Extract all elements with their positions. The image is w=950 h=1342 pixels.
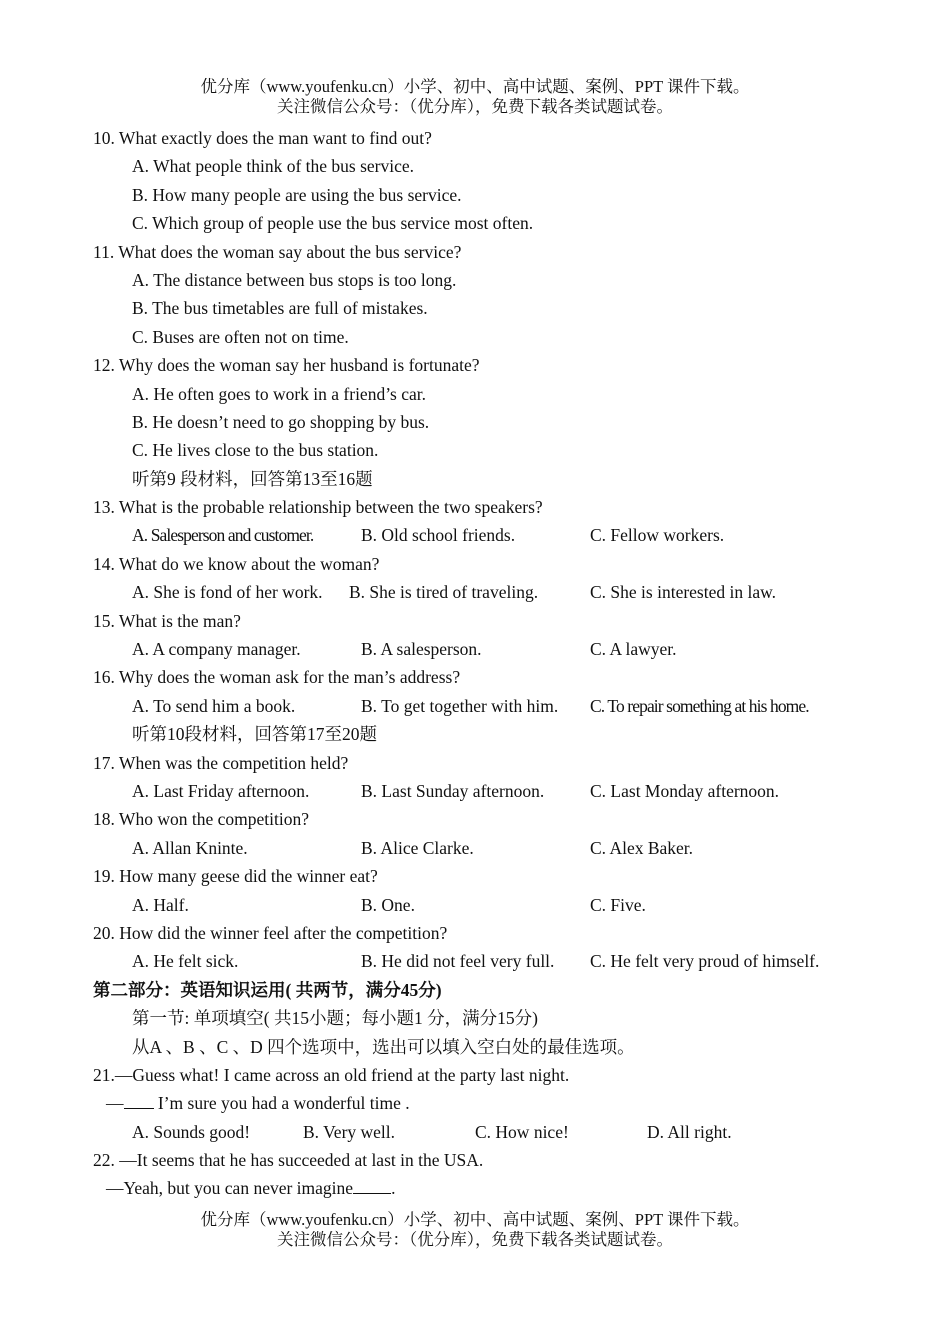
reply-end: . <box>391 1178 396 1199</box>
question-19-option-b: B. One. <box>361 894 415 915</box>
question-15-stem: 15. What is the man? <box>93 610 241 631</box>
footer-line-1: 优分库（www.youfenku.cn）小学、初中、高中试题、案例、PPT 课件下载。 <box>200 1210 750 1229</box>
question-15-option-a: A. A company manager. <box>132 639 301 660</box>
question-16-stem: 16. Why does the woman ask for the man’s address? <box>93 667 461 688</box>
question-21-options <box>0 1118 950 1146</box>
question-22-reply <box>0 1174 950 1202</box>
question-19-option-a: A. Half. <box>132 894 189 915</box>
question-20-options <box>0 947 950 975</box>
question-15-option-c: C. A lawyer. <box>590 639 677 660</box>
answer-blank <box>124 1090 154 1109</box>
question-13-option-c: C. Fellow workers. <box>590 525 725 546</box>
question-21-option-d: D. All right. <box>647 1121 732 1142</box>
header-line-2: 关注微信公众号：（优分库），免费下载各类试题试卷。 <box>277 97 673 116</box>
question-22-stem: 22. —It seems that he has succeeded at last in the USA. <box>93 1150 484 1171</box>
question-12-option-b: B. He doesn’t need to go shopping by bus. <box>132 411 430 432</box>
header-line-1: 优分库（www.youfenku.cn）小学、初中、高中试题、案例、PPT 课件下载。 <box>200 77 750 96</box>
material-10-instruction: 听第10段材料，回答第17至20题 <box>132 724 377 745</box>
question-15-option-b: B. A salesperson. <box>361 639 482 660</box>
question-18-option-a: A. Allan Kninte. <box>132 837 248 858</box>
part-2-title: 第二部分：英语知识运用( 共两节，满分45分) <box>93 979 442 1000</box>
question-13-stem: 13. What is the probable relationship between the two speakers? <box>93 497 543 518</box>
question-12-stem: 12. Why does the woman say her husband is fortunate? <box>93 355 480 376</box>
reply-text: —Yeah, but you can never imagine <box>106 1178 354 1199</box>
question-21-option-b: B. Very well. <box>303 1121 396 1142</box>
question-12-option-a: A. He often goes to work in a friend’s car. <box>132 383 427 404</box>
question-21-reply <box>0 1089 950 1117</box>
question-17-option-c: C. Last Monday afternoon. <box>590 780 780 801</box>
question-20-option-c: C. He felt very proud of himself. <box>590 951 820 972</box>
material-9-instruction: 听第9 段材料，回答第13至16题 <box>132 468 373 489</box>
question-10-stem: 10. What exactly does the man want to find out? <box>93 128 432 148</box>
question-10-option-b: B. How many people are using the bus service. <box>132 184 462 205</box>
question-21-stem: 21.—Guess what! I came across an old friend at the party last night. <box>93 1064 570 1085</box>
question-11-option-a: A. The distance between bus stops is too long. <box>132 269 457 290</box>
question-21-option-c: C. How nice! <box>475 1121 569 1142</box>
question-20-stem: 20. How did the winner feel after the competition? <box>93 922 448 943</box>
question-21-option-a: A. Sounds good! <box>132 1121 251 1142</box>
question-20-option-a: A. He felt sick. <box>132 951 239 972</box>
question-17-options <box>0 777 950 805</box>
question-19-stem: 19. How many geese did the winner eat? <box>93 866 378 887</box>
question-14-option-a: A. She is fond of her work. <box>132 582 323 603</box>
section-1-title: 第一节: 单项填空( 共15小题；每小题1 分，满分15分) <box>132 1008 538 1029</box>
question-11-option-b: B. The bus timetables are full of mistakes. <box>132 298 428 319</box>
section-1-instruction: 从A 、B 、C 、D 四个选项中，选出可以填入空白处的最佳选项。 <box>132 1036 635 1057</box>
reply-text: I’m sure you had a wonderful time . <box>153 1093 410 1114</box>
question-16-option-c: C. To repair something at his home. <box>590 695 809 716</box>
footer-line-2: 关注微信公众号：（优分库），免费下载各类试题试卷。 <box>277 1230 673 1249</box>
question-18-option-b: B. Alice Clarke. <box>361 837 474 858</box>
question-15-options <box>0 635 950 663</box>
question-13-option-a: A. Salesperson and customer. <box>132 525 314 546</box>
question-11-option-c: C. Buses are often not on time. <box>132 326 349 347</box>
question-18-stem: 18. Who won the competition? <box>93 809 309 830</box>
question-20-option-b: B. He did not feel very full. <box>361 951 555 972</box>
question-16-option-b: B. To get together with him. <box>361 695 559 716</box>
question-17-option-b: B. Last Sunday afternoon. <box>361 780 545 801</box>
question-16-option-a: A. To send him a book. <box>132 695 296 716</box>
question-10-option-c: C. Which group of people use the bus service most often. <box>132 213 534 234</box>
question-19-option-c: C. Five. <box>590 894 646 915</box>
page-footer <box>0 1210 950 1250</box>
question-17-option-a: A. Last Friday afternoon. <box>132 780 310 801</box>
question-14-option-b: B. She is tired of traveling. <box>349 582 539 603</box>
question-14-options <box>0 578 950 606</box>
question-16-options <box>0 692 950 720</box>
question-18-options <box>0 834 950 862</box>
question-10-option-a: A. What people think of the bus service. <box>132 156 415 177</box>
question-13-option-b: B. Old school friends. <box>361 525 516 546</box>
reply-dash: — <box>106 1093 124 1114</box>
page-header <box>0 77 950 117</box>
question-18-option-c: C. Alex Baker. <box>590 837 694 858</box>
question-14-option-c: C. She is interested in law. <box>590 582 776 603</box>
question-17-stem: 17. When was the competition held? <box>93 752 349 773</box>
answer-blank <box>353 1175 391 1194</box>
question-19-options <box>0 891 950 919</box>
question-list <box>0 124 950 1203</box>
question-12-option-c: C. He lives close to the bus station. <box>132 440 379 461</box>
question-13-options <box>0 521 950 549</box>
question-11-stem: 11. What does the woman say about the bus service? <box>93 241 462 262</box>
question-14-stem: 14. What do we know about the woman? <box>93 553 380 574</box>
